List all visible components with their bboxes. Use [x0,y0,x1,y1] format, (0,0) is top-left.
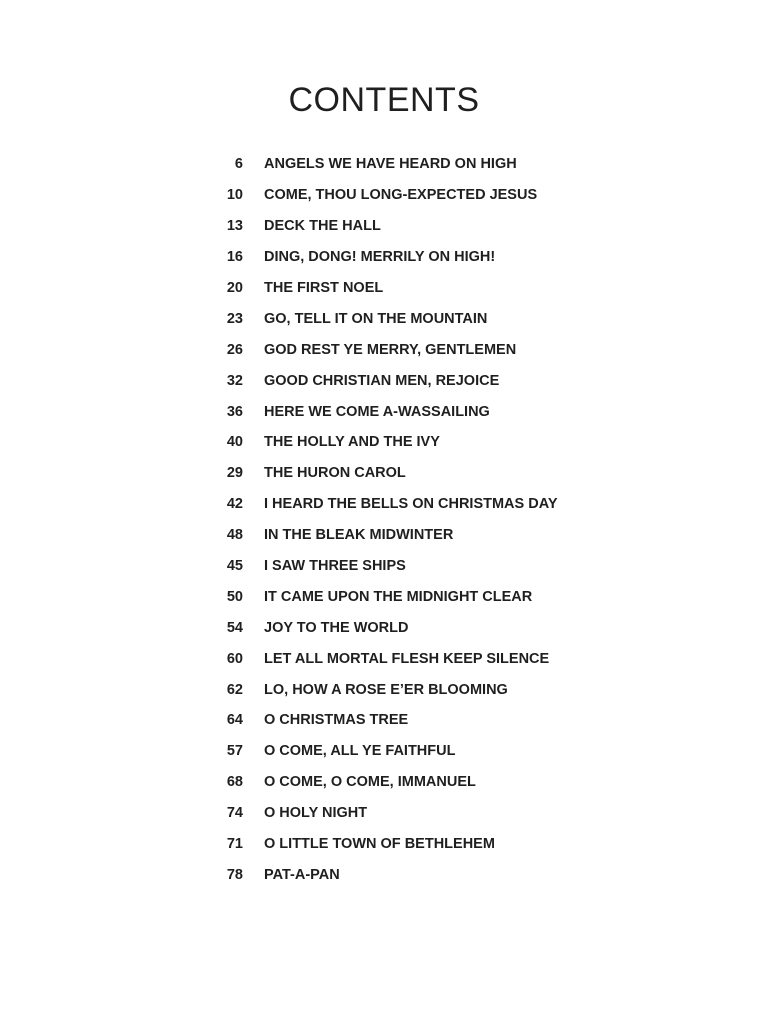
toc-song-title: O COME, O COME, IMMANUEL [264,774,476,791]
toc-page-number: 48 [226,527,243,544]
toc-song-title: I SAW THREE SHIPS [264,558,406,575]
toc-song-title: THE FIRST NOEL [264,280,384,296]
toc-entry [0,458,768,489]
toc-entry [0,551,768,582]
toc-page-number: 45 [226,558,243,575]
toc-entry [0,798,768,829]
toc-page-number: 62 [226,681,243,698]
toc-song-title: JOY TO THE WORLD [264,619,409,636]
toc-song-title: THE HOLLY AND THE IVY [264,434,440,451]
toc-entry [0,273,768,304]
toc-entry [0,767,768,798]
toc-song-title: O LITTLE TOWN OF BETHLEHEM [264,836,495,853]
toc-page-number: 57 [226,743,243,760]
toc-song-title: IT CAME UPON THE MIDNIGHT CLEAR [264,588,533,605]
toc-song-title: DING, DONG! MERRILY ON HIGH! [264,249,496,266]
toc-page-number: 16 [226,249,243,266]
toc-entry [0,520,768,551]
toc-page-number: 13 [226,218,243,235]
toc-entry [0,334,768,365]
toc-song-title: I HEARD THE BELLS ON CHRISTMAS DAY [264,496,558,513]
toc-entry [0,396,768,427]
toc-song-title: LO, HOW A ROSE E’ER BLOOMING [264,681,508,698]
toc-entry [0,180,768,211]
toc-song-title: ANGELS WE HAVE HEARD ON HIGH [264,156,517,173]
toc-song-title: DECK THE HALL [264,218,381,235]
toc-song-title: GOD REST YE MERRY, GENTLEMEN [264,341,517,358]
toc-song-title: O COME, ALL YE FAITHFUL [264,743,456,760]
toc-song-title: GO, TELL IT ON THE MOUNTAIN [264,310,488,327]
toc-song-title: O HOLY NIGHT [264,805,368,822]
toc-song-title: PAT-A-PAN [264,866,340,883]
toc-entry [0,427,768,458]
toc-page-number: 20 [226,280,243,296]
toc-entry [0,829,768,860]
toc-song-title: O CHRISTMAS TREE [264,712,409,729]
toc-page-number: 29 [226,465,243,482]
page-title: CONTENTS [288,81,480,119]
toc-entry [0,705,768,736]
toc-page-number: 40 [226,434,243,451]
toc-page-number: 68 [226,774,243,791]
toc-entry [0,149,768,180]
toc-song-title: LET ALL MORTAL FLESH KEEP SILENCE [264,650,550,667]
toc-page-number: 71 [226,836,243,853]
toc-page-number: 42 [226,496,243,513]
toc-entry [0,643,768,674]
toc-page-number: 78 [226,866,243,883]
toc-page-number: 60 [226,650,243,667]
toc-song-title: HERE WE COME A-WASSAILING [264,403,490,420]
toc-entry [0,859,768,890]
toc-page-number: 64 [226,712,243,729]
toc-page-number: 32 [226,372,243,389]
toc-page-number: 74 [226,805,243,822]
toc-entry [0,211,768,242]
toc-entry [0,242,768,273]
toc-song-title: IN THE BLEAK MIDWINTER [264,527,454,544]
table-of-contents [0,149,768,890]
toc-entry [0,303,768,334]
toc-page-number: 36 [226,403,243,420]
toc-entry [0,489,768,520]
toc-entry [0,581,768,612]
toc-page-number: 50 [226,588,243,605]
toc-page-number: 26 [226,341,243,358]
toc-song-title: THE HURON CAROL [264,465,406,482]
toc-page-number: 10 [226,187,243,204]
toc-song-title: COME, THOU LONG-EXPECTED JESUS [264,187,538,204]
toc-page-number: 6 [234,156,243,173]
toc-page-number: 54 [226,619,243,636]
toc-entry [0,612,768,643]
toc-entry [0,674,768,705]
toc-entry [0,365,768,396]
toc-song-title: GOOD CHRISTIAN MEN, REJOICE [264,372,500,389]
toc-page-number: 23 [226,310,243,327]
toc-entry [0,736,768,767]
